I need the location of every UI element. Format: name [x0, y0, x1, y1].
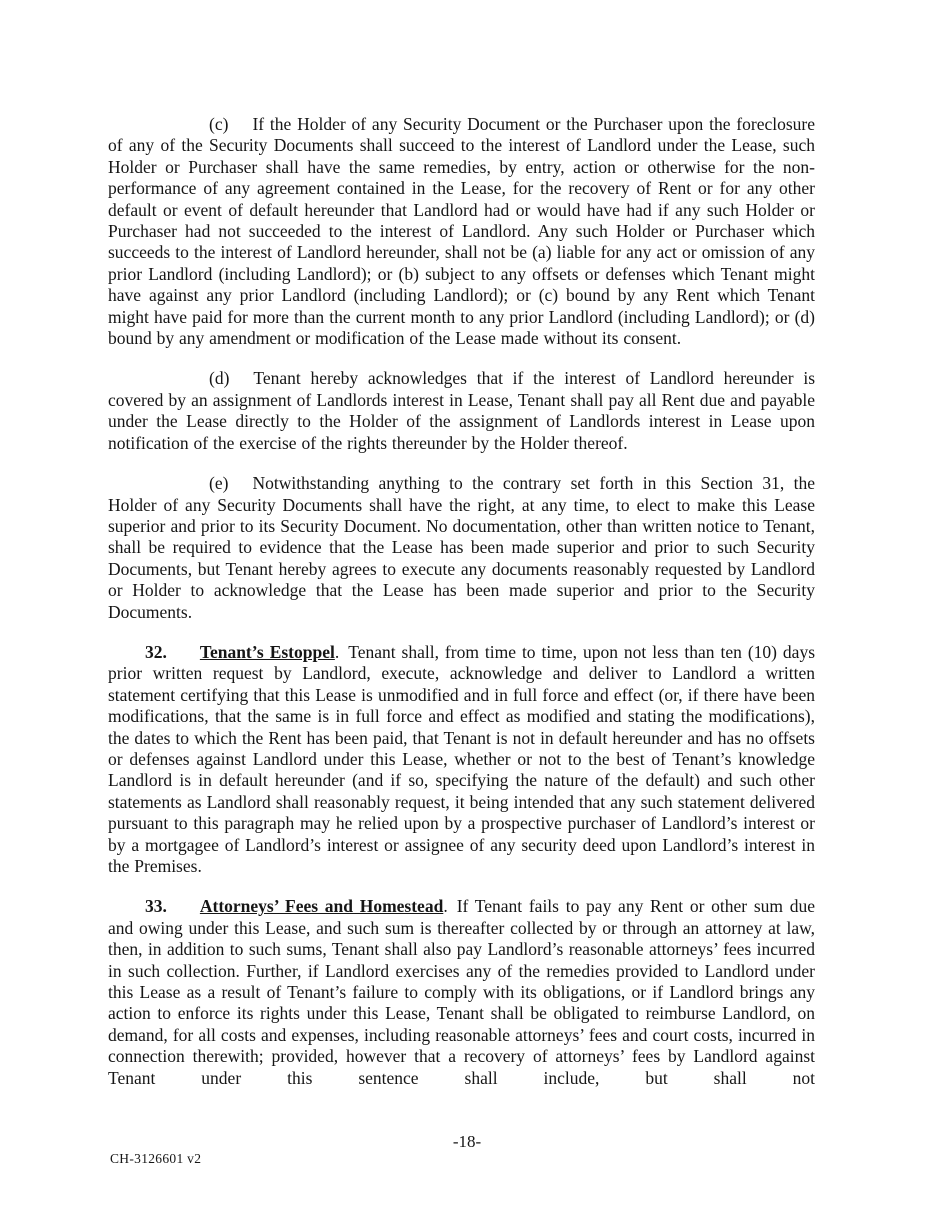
section-32-heading-punctuation: .: [334, 641, 340, 662]
section-33-text: If Tenant fails to pay any Rent or other sum due and owing under this Lease, and such sum is thereafter collected by or through an attorney at law, then, in addition to such sums, Tenant shall also pay Landlord’s reasonable attorneys’ fees incurred in such collection. Further, if Landlord exercises any of the remedies provided to Landlord under this Lease as a result of Tenant’s failure to comply with its obligations, or if Landlord brings any action to enforce its rights under this Lease, Tenant shall be obligated to reimburse Landlord, on demand, for all costs and expenses, including reasonable attorneys’ fees and court costs, incurred in connection therewith; provided, however that a recovery of attorneys’ fees by Landlord against Tenant under this sentence shall include, but shall not: [108, 896, 815, 1088]
paragraph-c-text: If the Holder of any Security Document or the Purchaser upon the foreclosure of any of the Security Documents shall succeed to the interest of Landlord under the Lease, such Holder or Purchaser shall have the same remedies, by entry, action or otherwise for the non-performance of any agreement contained in the Lease, for the recovery of Rent or for any other default or event of default hereunder that Landlord had or would have had if any such Holder or Purchaser had not succeeded to the interest of Landlord. Any such Holder or Purchaser which succeeds to the interest of Landlord hereunder, shall not be (a) liable for any act or omission of any prior Landlord (including Landlord); or (b) subject to any offsets or defenses which Tenant might have against any prior Landlord (including Landlord); or (c) bound by any Rent which Tenant might have paid for more than the current month to any prior Landlord (including Landlord); or (d) bound by any amendment or modification of the Lease made without its consent.: [108, 114, 815, 349]
document-reference: CH-3126601 v2: [110, 1151, 202, 1166]
section-32-heading: Tenant’s Estoppel: [199, 641, 335, 662]
paragraph-c: [108, 114, 815, 349]
section-33-number: 33.: [145, 896, 167, 917]
section-33-heading: Attorneys’ Fees and Homestead: [199, 896, 444, 917]
section-32-text: Tenant shall, from time to time, upon not less than ten (10) days prior written request by Landlord, execute, acknowledge and deliver to Landlord a written statement certifying that this Lease is unmodified and in full force and effect (or, if there have been modifications, that the same is in full force and effect as modified and stating the modifications), the dates to which the Rent has been paid, that Tenant is not in default hereunder and has no offsets or defenses against Landlord under this Lease, whether or not to the best of Tenant’s knowledge Landlord is in default hereunder (and if so, specifying the nature of the default) and such other statements as Landlord shall reasonably request, it being intended that any such statement delivered pursuant to this paragraph may he relied upon by a prospective purchaser of Landlord’s interest or by a mortgagee of Landlord’s interest or assignee of any security deed upon Landlord’s interest in the Premises.: [108, 641, 815, 876]
page-number: -18-: [452, 1132, 482, 1151]
section-32-paragraph: [108, 642, 815, 877]
section-33-paragraph: [108, 896, 815, 1089]
paragraph-d-label: (d): [209, 368, 230, 389]
section-33-heading-punctuation: .: [443, 896, 448, 917]
paragraph-d: [108, 368, 815, 454]
paragraph-e-text: Notwithstanding anything to the contrary set forth in this Section 31, the Holder of any Security Documents shall have the right, at any time, to elect to make this Lease superior and prior to its Security Document. No documentation, other than written notice to Tenant, shall be required to evidence that the Lease has been made superior and prior to such Security Documents, but Tenant hereby agrees to execute any documents reasonably requested by Landlord or Holder to acknowledge that the Lease has been made superior and prior to the Security Documents.: [108, 473, 815, 622]
section-32-number: 32.: [145, 641, 167, 662]
paragraph-c-label: (c): [209, 114, 229, 134]
paragraph-e-label: (e): [209, 473, 229, 494]
paragraph-d-text: Tenant hereby acknowledges that if the interest of Landlord hereunder is covered by an assignment of Landlords interest in Lease, Tenant shall pay all Rent due and payable under the Lease directly to the Holder of the assignment of Landlords interest in Lease upon notification of the exercise of the rights thereunder by the Holder thereof.: [108, 368, 815, 453]
paragraph-e: [108, 473, 815, 623]
document-body: [108, 114, 815, 1108]
